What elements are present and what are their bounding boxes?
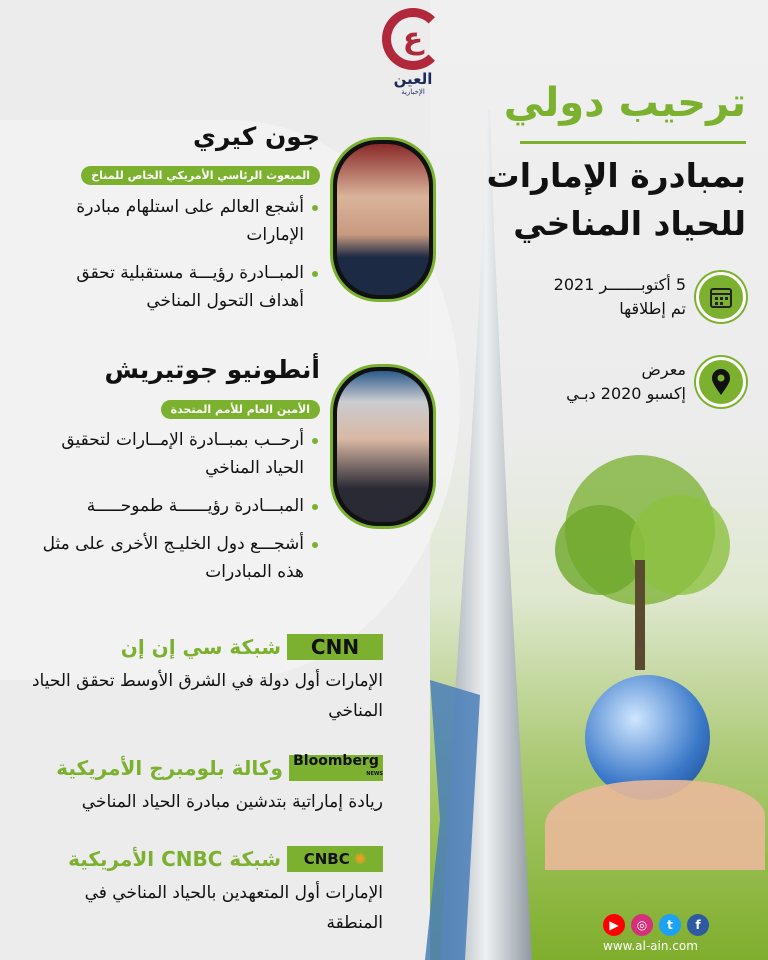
al-ain-logo [378, 8, 448, 96]
title-divider [520, 141, 746, 144]
title-line-2: للحياد المناخي [513, 204, 746, 243]
title-green: ترحيب دولي [503, 80, 746, 126]
cnn-logo: CNN [287, 634, 383, 660]
outlet-cnn [23, 634, 383, 726]
page-title [487, 152, 746, 248]
person-role-badge [161, 398, 320, 419]
logo-subtext: الإخبارية [401, 88, 425, 96]
location-info [566, 357, 746, 407]
capital-gate-image [420, 680, 490, 960]
quote: أشجـــع دول الخليـج الأخرى على مثل هذه المبادرات [33, 530, 318, 586]
social-links [603, 914, 709, 936]
quote: أرحــب بمبــادرة الإمــارات لتحقيق الحياد المناخي [33, 426, 318, 482]
role-text: الأمين العام للأمم المتحدة [161, 400, 320, 419]
person-name: جون كيري [193, 122, 320, 151]
kerry-photo [330, 137, 436, 302]
launch-date: 5 أكتوبـــــــر 2021 [553, 275, 686, 294]
location-value: إكسبو 2020 دبـي [566, 384, 686, 403]
logo-mark-icon: ع [382, 8, 444, 70]
bloomberg-logo-sub: NEWS [366, 771, 383, 777]
quote: أشجع العالم على استلهام مبادرة الإمارات [33, 193, 318, 249]
website-link[interactable]: www.al-ain.com [603, 939, 698, 953]
logo-text: العين [393, 70, 433, 88]
cnbc-logo [287, 846, 383, 872]
instagram-icon[interactable]: ◎ [631, 914, 653, 936]
outlet-quote: ريادة إماراتية بتدشين مبادرة الحياد المناخي [81, 792, 383, 812]
twitter-icon[interactable]: t [659, 914, 681, 936]
calendar-icon [696, 272, 746, 322]
outlet-quote: الإمارات أول دولة في الشرق الأوسط تحقق الحياد المناخي [31, 671, 383, 721]
location-pin-icon [696, 357, 746, 407]
bloomberg-logo [289, 755, 383, 781]
outlet-name: شبكة CNBC الأمريكية [68, 847, 281, 871]
peacock-icon: ✺ [353, 850, 367, 868]
outlet-cnbc [23, 846, 383, 938]
hand-image [545, 780, 765, 870]
facebook-icon[interactable]: f [687, 914, 709, 936]
person-role-badge [81, 164, 320, 185]
outlet-name: وكالة بلومبرج الأمريكية [56, 756, 283, 780]
title-line-1: بمبادرة الإمارات [486, 156, 746, 195]
outlet-quote: الإمارات أول المتعهدين بالحياد المناخي في المنطقة [84, 883, 383, 933]
guterres-quotes [33, 426, 318, 596]
location-label: معرض [641, 360, 686, 379]
quote: المبــادرة رؤيـــة مستقبلية تحقق أهداف التحول المناخي [33, 259, 318, 315]
guterres-photo [330, 364, 436, 529]
launch-label: تم إطلاقها [619, 299, 686, 318]
kerry-quotes [33, 193, 318, 325]
outlet-bloomberg [23, 755, 383, 817]
person-name: أنطونيو جوتيريش [104, 355, 320, 384]
role-text: المبعوث الرئاسي الأمريكي الخاص للمناخ [81, 166, 320, 185]
tree-image [540, 450, 740, 670]
cnbc-logo-text: CNBC [303, 850, 350, 868]
footer [603, 914, 709, 953]
launch-date-info [554, 272, 746, 322]
youtube-icon[interactable]: ▶ [603, 914, 625, 936]
bloomberg-logo-text: Bloomberg [293, 753, 379, 769]
quote: المبـــادرة رؤيــــــة طموحـــــة [33, 492, 318, 520]
outlet-name: شبكة سي إن إن [120, 635, 281, 659]
